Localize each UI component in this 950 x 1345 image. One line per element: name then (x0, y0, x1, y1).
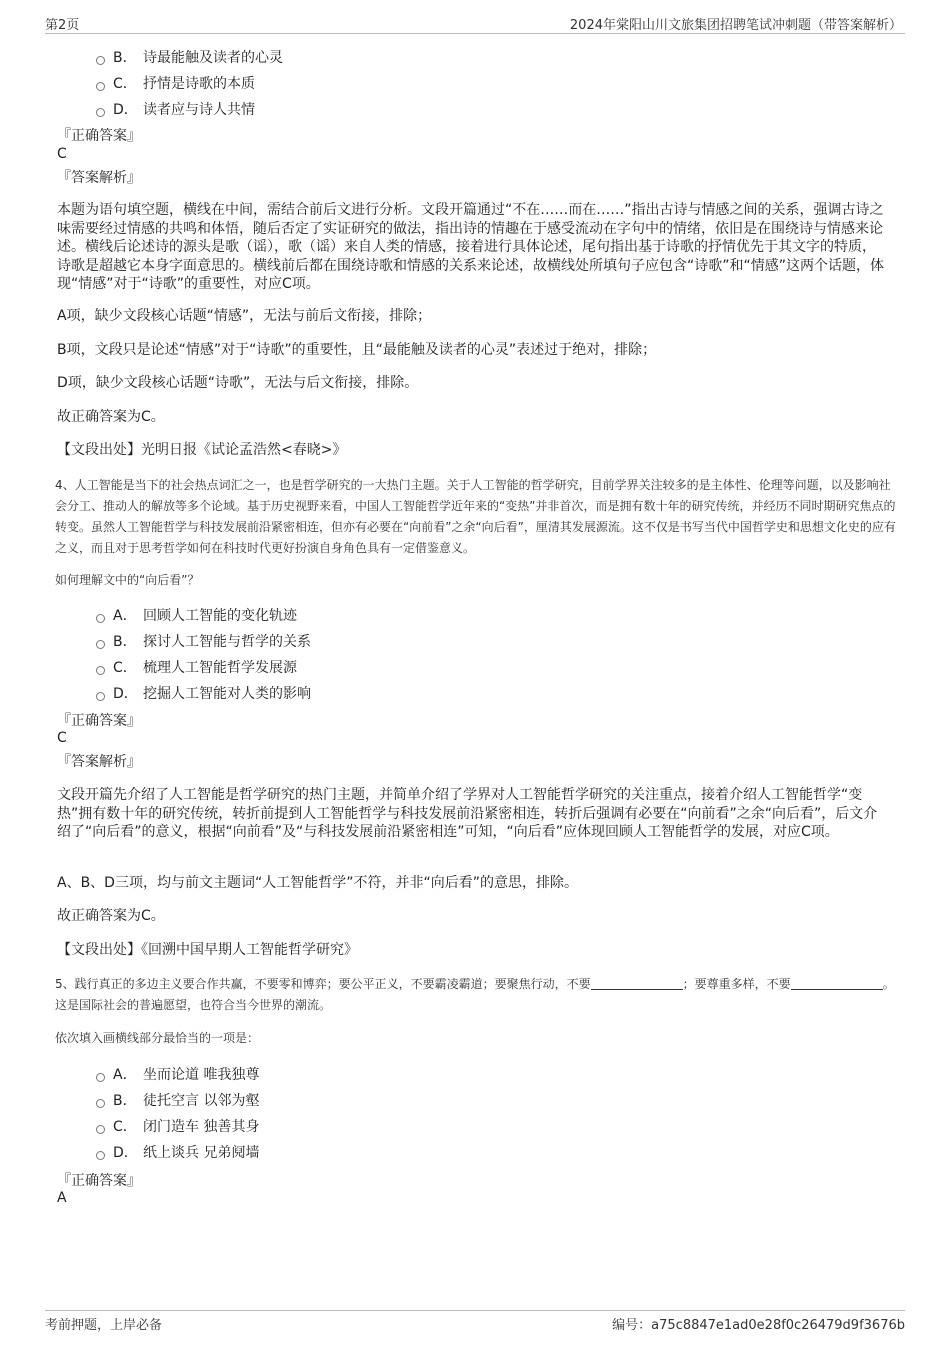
q4-option-b[interactable]: B． 探讨人工智能与哲学的关系 (96, 631, 311, 651)
q3-conclusion: 故正确答案为C。 (57, 409, 165, 425)
q5-option-b[interactable]: B． 徒托空言 以邻为壑 (96, 1090, 259, 1110)
q4-option-d[interactable]: D． 挖掘人工智能对人类的影响 (96, 683, 311, 703)
q3-option-c[interactable]: C． 抒情是诗歌的本质 (96, 73, 255, 93)
q4-option-a[interactable]: A． 回顾人工智能的变化轨迹 (96, 605, 297, 625)
radio-icon[interactable] (96, 666, 105, 675)
q5-stem: 5、践行真正的多边主义要合作共赢，不要零和博弈；要公平正义，不要霸凌霸道；要聚焦行动，不要 ；要尊重多样，不要 。这是国际社会的普遍愿望，也符合当今世界的潮流。 (55, 977, 895, 1012)
radio-icon[interactable] (96, 692, 105, 701)
q3-analysis-main: 本题为语句填空题，横线在中间，需结合前后文进行分析。文段开篇通过“不在……而在……”指出古诗与情感之间的关系，强调古诗之味需要经过情感的共鸣和体悟，随后否定了实证研究的做法，指出诗的情趣在于感受流动在字句中的情绪，依旧是在围绕诗与情感来论述。横线后论述诗的源头是歌（谣），歌（谣）来自人类的情感，接着进行具体论述，尾句指出基于诗歌的抒情优先于其文字的特质，诗歌是超越它本身字面意思的。横线前后都在围绕诗歌和情感的关系来论述，故横线处所填句子应包含“诗歌”和“情感”这两个话题，体现“情感”对于“诗歌”的重要性，对应C项。 (57, 202, 885, 292)
document-id: 编号：a75c8847e1ad0e28f0c26479d9f3676b (612, 1318, 905, 1333)
q5-blank-2 (791, 977, 883, 990)
q5-option-d[interactable]: D． 纸上谈兵 兄弟阋墙 (96, 1142, 259, 1162)
q3-option-d[interactable]: D． 读者应与诗人共情 (96, 99, 255, 119)
q4-conclusion: 故正确答案为C。 (57, 908, 165, 924)
q3-option-b[interactable]: B． 诗最能触及读者的心灵 (96, 47, 283, 67)
q4-question: 如何理解文中的“向后看”？ (55, 573, 200, 587)
footer-slogan: 考前押题，上岸必备 (45, 1318, 163, 1333)
radio-icon[interactable] (96, 56, 105, 65)
q4-source: 【文段出处】《回溯中国早期人工智能哲学研究》 (57, 942, 358, 958)
q5-option-a[interactable]: A． 坐而论道 唯我独尊 (96, 1064, 259, 1084)
radio-icon[interactable] (96, 1073, 105, 1082)
q4-analysis-label: 『答案解析』 (57, 754, 141, 770)
q5-blank-1 (591, 977, 683, 990)
q4-answer: C (57, 730, 67, 746)
q4-option-c[interactable]: C． 梳理人工智能哲学发展源 (96, 657, 297, 677)
q3-analysis-label: 『答案解析』 (57, 170, 141, 186)
radio-icon[interactable] (96, 108, 105, 117)
q5-option-c[interactable]: C． 闭门造车 独善其身 (96, 1116, 259, 1136)
q3-analysis-a: A项，缺少文段核心话题“情感”，无法与前后文衔接，排除； (57, 308, 432, 324)
radio-icon[interactable] (96, 82, 105, 91)
q5-question: 依次填入画横线部分最恰当的一项是： (55, 1031, 260, 1045)
radio-icon[interactable] (96, 1125, 105, 1134)
q4-analysis-main: 文段开篇先介绍了人工智能是哲学研究的热门主题，并简单介绍了学界对人工智能哲学研究的关注重点，接着介绍人工智能哲学“变热”拥有数十年的研究传统，转折前提到人工智能哲学与科技发展前沿紧密相连，转折后强调有必要在“向前看”之余“向后看”，后文介绍了“向后看”的意义，根据“向前看”及“与科技发展前沿紧密相连”可知，“向后看”应体现回顾人工智能哲学的发展，对应C项。 (57, 787, 878, 840)
document-title: 2024年棠阳山川文旅集团招聘笔试冲刺题（带答案解析） (569, 18, 902, 33)
q5-answer-label: 『正确答案』 (57, 1173, 141, 1189)
q3-answer-label: 『正确答案』 (57, 128, 141, 144)
q3-analysis-d: D项，缺少文段核心话题“诗歌”，无法与后文衔接，排除。 (57, 375, 419, 391)
radio-icon[interactable] (96, 1099, 105, 1108)
page-number: 第2页 (45, 18, 80, 33)
radio-icon[interactable] (96, 640, 105, 649)
q3-answer: C (57, 146, 67, 162)
q5-answer: A (57, 1190, 67, 1206)
radio-icon[interactable] (96, 614, 105, 623)
q3-analysis-b: B项，文段只是论述“情感”对于“诗歌”的重要性，且“最能触及读者的心灵”表述过于绝对，排除； (57, 342, 657, 358)
header-divider (45, 33, 905, 34)
footer-divider (45, 1310, 905, 1311)
q4-analysis-others: A、B、D三项，均与前文主题词“人工智能哲学”不符，并非“向后看”的意思，排除。 (57, 875, 578, 891)
q4-answer-label: 『正确答案』 (57, 713, 141, 729)
radio-icon[interactable] (96, 1151, 105, 1160)
q3-source: 【文段出处】光明日报《试论孟浩然<春晓>》 (57, 442, 347, 458)
q4-stem: 4、人工智能是当下的社会热点词汇之一，也是哲学研究的一大热门主题。关于人工智能的哲学研究，目前学界关注较多的是主体性、伦理等问题，以及影响社会分工、推动人的解放等多个论域。基于历史视野来看，中国人工智能哲学近年来的“变热”并非首次，而是拥有数十年的研究传统，并经历不同时期研究焦点的转变。虽然人工智能哲学与科技发展前沿紧密相连，但亦有必要在“向前看”之余“向后看”，厘清其发展源流。这不仅是书写当代中国哲学史和思想文化史的应有之义，而且对于思考哲学如何在科技时代更好扮演自身角色具有一定借鉴意义。 (55, 478, 896, 555)
